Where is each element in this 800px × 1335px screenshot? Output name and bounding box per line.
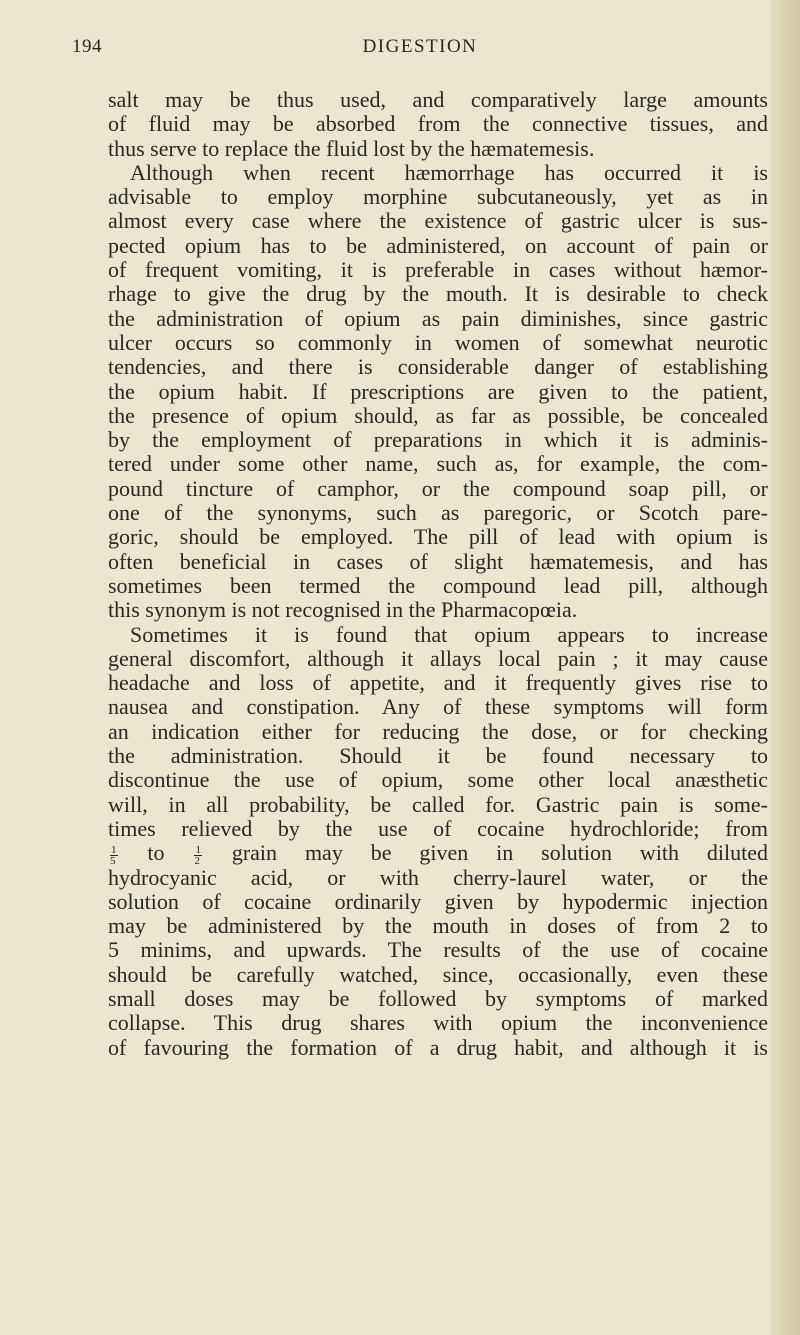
text-line: small doses may be followed by symptoms of marked <box>108 985 768 1011</box>
text-line: discontinue the use of opium, some other local anæsthetic <box>108 767 768 793</box>
text-line: general discomfort, although it allays local pain ; it may cause <box>108 645 768 671</box>
text-line: pound tincture of camphor, or the compound soap pill, or <box>108 475 768 501</box>
text-line: the presence of opium should, as far as possible, be concealed <box>108 402 768 428</box>
fraction-connector: to <box>147 840 165 866</box>
text-line: pected opium has to be administered, on account of pain or <box>108 232 768 258</box>
text-line: goric, should be employed. The pill of lead with opium is <box>108 524 768 550</box>
running-head: DIGESTION <box>362 36 478 57</box>
text-line: 5 minims, and upwards. The results of the use of cocaine <box>108 937 768 963</box>
text-line: this synonym is not recognised in the Pharmacopœia. <box>108 597 578 623</box>
fraction-one-half <box>194 845 202 866</box>
text-line: almost every case where the existence of gastric ulcer is sus- <box>108 208 768 234</box>
text-line: tendencies, and there is considerable danger of establishing <box>108 354 768 380</box>
text-line: the administration. Should it be found necessary to <box>108 743 768 769</box>
text-line: advisable to employ morphine subcutaneously, yet as in <box>108 184 768 210</box>
text-line: often beneficial in cases of slight hæmatemesis, and has <box>108 548 768 574</box>
text-line: ulcer occurs so commonly in women of somewhat neurotic <box>108 329 768 355</box>
text-line: rhage to give the drug by the mouth. It is desirable to check <box>108 281 768 307</box>
fraction-line-rest: grain may be given in solution with diluted <box>231 840 769 866</box>
text-line: the administration of opium as pain diminishes, since gastric <box>108 305 768 331</box>
text-line: sometimes been termed the compound lead pill, although <box>108 572 768 598</box>
body-text <box>108 88 768 1060</box>
text-line: one of the synonyms, such as paregoric, or Scotch pare- <box>108 500 768 526</box>
page-number: 194 <box>72 36 102 57</box>
text-line: salt may be thus used, and comparatively large amounts <box>108 87 768 112</box>
text-line: of favouring the formation of a drug habit, and although it is <box>108 1034 768 1060</box>
text-line: Sometimes it is found that opium appears to increase <box>130 621 768 647</box>
text-line: solution of cocaine ordinarily given by hypodermic injection <box>108 888 768 914</box>
text-line: collapse. This drug shares with opium the inconvenience <box>108 1010 768 1036</box>
fraction-denominator: 2 <box>194 854 200 867</box>
fraction-denominator: 5 <box>110 854 116 867</box>
text-line: the opium habit. If prescriptions are given to the patient, <box>108 378 768 404</box>
text-line: of fluid may be absorbed from the connective tissues, and <box>108 111 768 137</box>
text-line: may be administered by the mouth in doses of from 2 to <box>108 913 768 939</box>
fraction-line <box>108 841 768 865</box>
text-line: headache and loss of appetite, and it frequently gives rise to <box>108 670 768 696</box>
text-line: tered under some other name, such as, for example, the com- <box>108 451 768 477</box>
text-line: should be carefully watched, since, occasionally, even these <box>108 961 768 987</box>
text-line: by the employment of preparations in which it is adminis- <box>108 427 768 453</box>
fraction-numerator: 1 <box>111 843 117 856</box>
text-line: Although when recent hæmorrhage has occurred it is <box>130 159 768 185</box>
text-line: thus serve to replace the fluid lost by the hæmatemesis. <box>108 135 595 161</box>
fraction-one-fifth <box>110 845 118 866</box>
text-line: nausea and constipation. Any of these symptoms will form <box>108 694 768 720</box>
page-edge-shadow <box>770 0 800 1335</box>
text-line: of frequent vomiting, it is preferable in cases without hæmor- <box>108 257 768 283</box>
fraction-numerator: 1 <box>195 843 201 856</box>
text-line: will, in all probability, be called for. Gastric pain is some- <box>108 791 768 817</box>
text-line: times relieved by the use of cocaine hydrochloride; from <box>108 815 768 841</box>
text-line: an indication either for reducing the dose, or for checking <box>108 718 768 744</box>
page-header <box>72 36 768 60</box>
text-line: hydrocyanic acid, or with cherry-laurel water, or the <box>108 864 768 890</box>
